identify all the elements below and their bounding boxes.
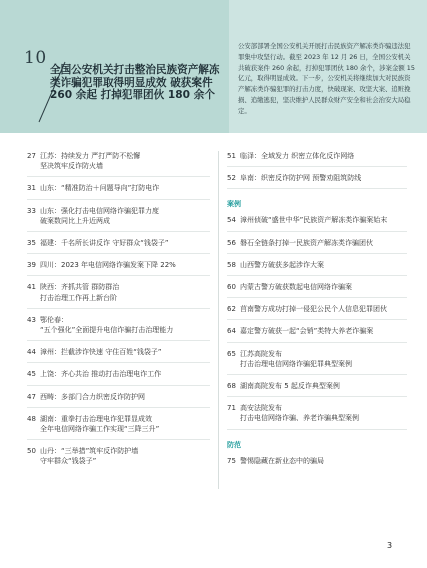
toc-title: 西畴：多部门合力织密反诈防护网 — [40, 392, 145, 401]
divider — [227, 396, 407, 397]
toc-title: 山丹：“三举措”筑牢反诈防护墙 守牢群众“钱袋子” — [40, 447, 139, 466]
banner-title: 全国公安机关打击整治民族资产解冻类诈骗犯罪取得明显成效 破获案件 260 余起 打掉犯罪团伙 180 余个 — [50, 64, 220, 101]
toc-title: 高安法院发布 打击电信网络诈骗、养老诈骗典型案例 — [240, 404, 359, 423]
toc-entry[interactable] — [27, 282, 210, 302]
toc-entry[interactable] — [227, 304, 407, 314]
toc-page: 35 — [27, 239, 36, 248]
toc-entry[interactable] — [27, 392, 210, 402]
toc-title: 鄂伦春： “五个强化”全面提升电信诈骗打击治理能力 — [40, 315, 174, 335]
toc-page: 33 — [27, 206, 36, 215]
toc-entry[interactable] — [227, 349, 407, 369]
toc-page: 50 — [27, 447, 36, 456]
toc-page: 41 — [27, 283, 36, 292]
toc-entry[interactable] — [27, 369, 210, 379]
toc-entry[interactable] — [227, 215, 407, 225]
banner-description: 公安部部署全国公安机关开展打击民族资产解冻类诈骗违法犯罪集中攻坚行动。截至 2023 年 12 月 26 日，全国公安机关共破获案件 260 余起，打掉犯罪团伙 180 余个，涉案金额 15 亿元，取得明显成效。下一步，公安机关将继续加大对民族资产解冻类诈骗犯罪的打击力度，快破现案、攻坚大案、追赃挽损、追缴逃犯，坚决维护人民群众财产安全和社会治安大局稳定。 — [238, 42, 415, 115]
header-banner — [0, 0, 427, 133]
chapter-number: 10 — [24, 48, 47, 68]
toc-title: 山东：“精准防治＋问题导向”打防电诈 — [40, 184, 160, 193]
toc-page: 75 — [227, 456, 236, 465]
divider — [27, 253, 210, 254]
toc-entry[interactable] — [27, 260, 210, 270]
divider — [227, 275, 407, 276]
divider — [227, 253, 407, 254]
divider — [227, 166, 407, 167]
column-divider — [218, 151, 219, 489]
divider — [227, 374, 407, 375]
toc-entry[interactable] — [27, 183, 210, 193]
toc-page: 39 — [27, 261, 36, 270]
toc-entry[interactable] — [27, 151, 210, 171]
toc-page: 58 — [227, 260, 236, 269]
divider — [27, 340, 210, 341]
toc-title: 湖南高院发布 5 起反诈典型案例 — [240, 382, 340, 391]
toc-title: 警惕隐藏在新业态中的骗局 — [240, 456, 324, 465]
toc-title: 上饶：齐心共治 推动打击治理电诈工作 — [40, 370, 162, 379]
toc-page: 62 — [227, 305, 236, 314]
toc-entry[interactable] — [227, 282, 407, 292]
toc-title: 江苏：持续发力 严打严防不松懈 坚决筑牢反诈防火墙 — [40, 152, 141, 171]
divider — [27, 385, 210, 386]
toc-page: 54 — [227, 216, 236, 225]
divider — [227, 319, 407, 320]
toc-page: 64 — [227, 327, 236, 336]
section-label-cases: 案例 — [227, 200, 241, 209]
toc-page: 56 — [227, 238, 236, 247]
toc-title: 内蒙古警方破获数起电信网络诈骗案 — [240, 283, 352, 292]
toc-page: 31 — [27, 184, 36, 193]
toc-left-column — [27, 151, 210, 467]
toc-title: 漳州侦破“盛世中华”民族资产解冻类诈骗案始末 — [240, 216, 388, 225]
divider — [227, 231, 407, 232]
toc-title: 福建：千名所长讲反诈 守好群众“钱袋子” — [40, 239, 169, 248]
toc-entry[interactable] — [27, 206, 210, 226]
divider — [227, 429, 407, 430]
divider — [227, 342, 407, 343]
divider — [227, 188, 407, 189]
toc-entry[interactable] — [227, 403, 407, 423]
toc-title: 四川：2023 年电信网络诈骗发案下降 22% — [40, 261, 176, 270]
divider — [27, 275, 210, 276]
divider — [27, 308, 210, 309]
toc-title: 陕西：齐抓共管 群防群治 打击治理工作再上新台阶 — [40, 283, 120, 302]
toc-right-column — [227, 151, 407, 466]
toc-title: 临泽：全域发力 织密立体化反诈网络 — [240, 152, 355, 160]
toc-title: 湖南：重拳打击治理电诈犯罪显成效 全年电信网络诈骗工作实现“三降三升” — [40, 414, 160, 434]
toc-title: 磐石全链条打掉一民族资产解冻类诈骗团伙 — [240, 238, 373, 247]
divider — [27, 407, 210, 408]
toc-entry[interactable] — [27, 315, 210, 335]
toc-page: 65 — [227, 349, 236, 358]
toc-page: 27 — [27, 152, 36, 160]
toc-page: 71 — [227, 404, 236, 413]
toc-entry[interactable] — [227, 173, 407, 183]
toc-entry[interactable] — [27, 238, 210, 248]
toc-page: 45 — [27, 370, 36, 379]
divider — [27, 176, 210, 177]
divider — [27, 199, 210, 200]
toc-entry[interactable] — [227, 326, 407, 336]
toc-title: 江苏高院发布 打击治理电信网络诈骗犯罪典型案例 — [240, 349, 352, 368]
toc-entry[interactable] — [227, 260, 407, 270]
toc-page: 68 — [227, 382, 236, 391]
toc-title: 嘉定警方破获一起“会销”类特大养老诈骗案 — [240, 327, 374, 336]
page-number: 3 — [387, 541, 393, 550]
toc-entry[interactable] — [27, 347, 210, 357]
toc-title: 漳州：拦截涉诈快速 守住百姓“钱袋子” — [40, 348, 162, 357]
toc-entry[interactable] — [227, 381, 407, 391]
toc-page: 48 — [27, 414, 36, 423]
toc-page: 52 — [227, 174, 236, 183]
toc-page: 51 — [227, 152, 236, 160]
section-label-prevention: 防范 — [227, 440, 241, 449]
toc-page: 44 — [27, 348, 36, 357]
divider — [27, 439, 210, 440]
toc-entry[interactable] — [27, 414, 210, 434]
divider — [227, 297, 407, 298]
toc-title: 山西警方破获多起涉诈大案 — [240, 260, 324, 269]
toc-entry[interactable] — [227, 238, 407, 248]
toc-page: 47 — [27, 392, 36, 401]
toc-page: 60 — [227, 283, 236, 292]
toc-entry[interactable] — [227, 456, 407, 466]
toc-entry[interactable] — [227, 151, 407, 161]
toc-page: 43 — [27, 315, 36, 324]
divider — [27, 231, 210, 232]
toc-title: 莒南警方成功打掉一侵犯公民个人信息犯罪团伙 — [240, 305, 387, 314]
toc-entry[interactable] — [27, 446, 210, 466]
divider — [27, 362, 210, 363]
toc-title: 山东：强化打击电信网络诈骗犯罪力度 破案数同比上升近两成 — [40, 206, 159, 225]
toc-title: 阜南：织密反诈防护网 预警劝阻筑防线 — [240, 174, 362, 183]
